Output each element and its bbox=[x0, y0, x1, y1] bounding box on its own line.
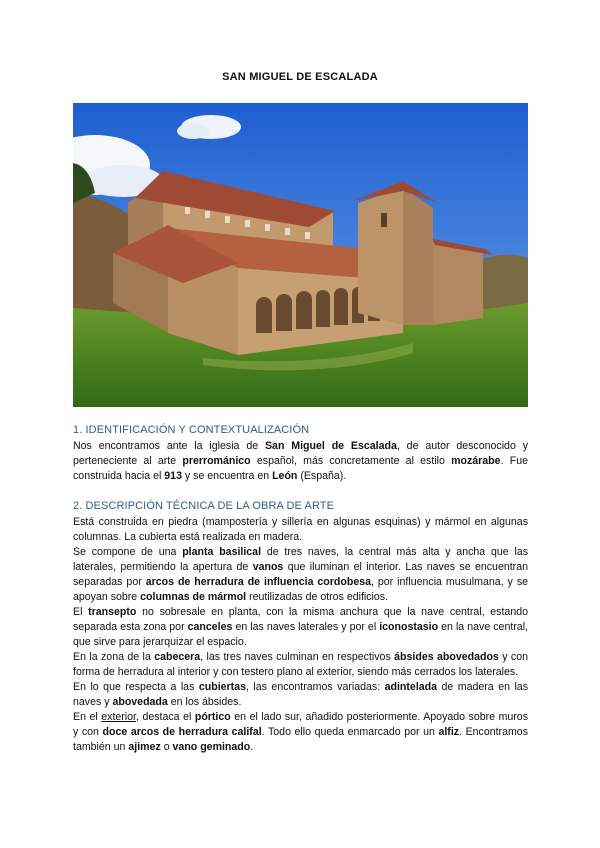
page-title: SAN MIGUEL DE ESCALADA bbox=[222, 71, 378, 83]
section-heading-identificacion: 1. IDENTIFICACIÓN Y CONTEXTUALIZACIÓN bbox=[73, 424, 310, 436]
paragraph bbox=[73, 710, 528, 755]
text-run: En lo que respecta a las bbox=[73, 681, 199, 693]
text-run: . Encontramos también un bbox=[73, 726, 528, 753]
text-run: , destaca el bbox=[136, 711, 195, 723]
text-run: o bbox=[160, 741, 173, 753]
text-run: y con forma de herradura al interior y con testero plano al exterior, siendo más cerrados los laterales. bbox=[73, 651, 529, 678]
text-run: reutilizadas de otros edificios. bbox=[246, 591, 389, 603]
bold-term: doce arcos de herradura califal bbox=[102, 726, 262, 738]
paragraph bbox=[73, 515, 528, 545]
bold-term: iconostasio bbox=[379, 621, 439, 633]
text-run: , de autor desconocido y perteneciente al arte bbox=[73, 440, 529, 467]
text-run: en la nave central, que sirve para jerarquizar el espacio. bbox=[73, 621, 528, 648]
bold-term: planta basilical bbox=[182, 546, 262, 558]
paragraph bbox=[73, 650, 528, 680]
bold-term: transepto bbox=[88, 606, 137, 618]
bold-term: adintelada bbox=[384, 681, 438, 693]
bold-term: cubiertas bbox=[198, 681, 246, 693]
text-run: en las naves laterales y por el bbox=[232, 621, 380, 633]
church-photo bbox=[73, 103, 528, 407]
bold-term: vanos bbox=[252, 561, 284, 573]
bold-term: cabecera bbox=[154, 651, 201, 663]
section-heading-descripcion: 2. DESCRIPCIÓN TÉCNICA DE LA OBRA DE ARTE bbox=[73, 500, 335, 512]
bold-term: San Miguel de Escalada bbox=[264, 440, 397, 452]
text-run: Se compone de una bbox=[73, 546, 183, 558]
text-run: En la zona de la bbox=[73, 651, 155, 663]
bold-term: 913 bbox=[164, 470, 182, 482]
text-run: . bbox=[250, 741, 254, 753]
paragraph bbox=[73, 680, 528, 710]
text-run: , las encontramos variadas: bbox=[245, 681, 385, 693]
text-run: (España). bbox=[297, 470, 347, 482]
section-body-identificacion bbox=[73, 439, 528, 484]
text-run: que iluminan el interior. Las naves se encuentran separadas por bbox=[73, 561, 528, 588]
text-run: Está construida en piedra (mampostería y sillería en algunas esquinas) y mármol en algunas columnas. La cubierta está realizada en madera. bbox=[73, 516, 528, 543]
text-run: . Fue construida hacia el bbox=[73, 455, 528, 482]
section-body-descripcion bbox=[73, 515, 528, 755]
bold-term: canceles bbox=[187, 621, 233, 633]
bold-term: ábsides abovedados bbox=[394, 651, 499, 663]
bold-term: ajimez bbox=[128, 741, 161, 753]
text-run: de tres naves, la central más alta y ancha que las laterales, permitiendo la apertura de bbox=[73, 546, 528, 573]
bold-term: mozárabe bbox=[451, 455, 501, 467]
bold-term: prerrománico bbox=[182, 455, 251, 467]
text-run: español, más concretamente al estilo bbox=[250, 455, 452, 467]
bold-term: arcos de herradura de influencia cordobesa bbox=[145, 576, 371, 588]
text-run: , las tres naves culminan en respectivos bbox=[200, 651, 395, 663]
text-run: Nos encontramos ante la iglesia de bbox=[73, 440, 265, 452]
bold-term: vano geminado bbox=[172, 741, 251, 753]
paragraph bbox=[73, 439, 528, 484]
bold-term: abovedada bbox=[112, 696, 168, 708]
text-run: de madera en las naves y bbox=[73, 681, 528, 708]
text-run: en el lado sur, añadido posteriormente. Apoyado sobre muros y con bbox=[73, 711, 529, 738]
bold-term: columnas de mármol bbox=[140, 591, 247, 603]
underlined-term: exterior bbox=[101, 711, 136, 723]
bold-term: alfiz bbox=[438, 726, 460, 738]
text-run: . Todo ello queda enmarcado por un bbox=[261, 726, 439, 738]
text-run: El bbox=[73, 606, 89, 618]
text-run: En el bbox=[73, 711, 102, 723]
bold-term: León bbox=[272, 470, 298, 482]
paragraph bbox=[73, 605, 528, 650]
text-run: y se encuentra en bbox=[181, 470, 273, 482]
text-run: no sobresale en planta, con la misma anchura que la nave central, estando separada esta zona por bbox=[73, 606, 528, 633]
text-run: en los ábsides. bbox=[167, 696, 242, 708]
text-run: , por influencia musulmana, y se apoyan sobre bbox=[73, 576, 529, 603]
bold-term: pórtico bbox=[194, 711, 231, 723]
paragraph bbox=[73, 545, 528, 605]
